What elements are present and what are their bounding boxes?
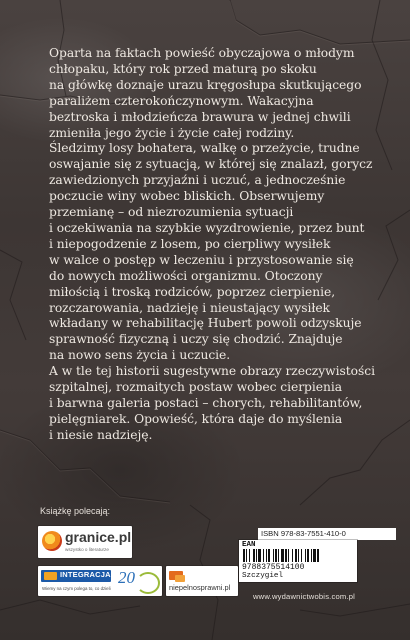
integracja-logo-name: INTEGRACJA [60, 570, 111, 579]
granice-logo-tagline: wszystko o literaturze [65, 547, 109, 552]
recommended-by-label: Książkę polecają: [40, 506, 111, 516]
integracja-logo [38, 566, 162, 596]
niepelnosprawni-logo [166, 566, 238, 596]
granice-logo-name: granice.pl [65, 529, 132, 545]
isbn-label: ISBN 978-83-7551-410-0 [258, 528, 396, 540]
integracja-logo-tagline: Wiemy na czym polega to, co dzieli [42, 586, 111, 591]
barcode-sticker [239, 540, 357, 582]
niepelnosprawni-logo-accent-icon [175, 575, 185, 582]
anniversary-ring-icon [136, 572, 160, 594]
anniversary-mark: 20 [118, 568, 135, 587]
publisher-website: www.wydawnictwobis.com.pl [253, 592, 356, 601]
granice-logo-icon [42, 531, 62, 551]
shop-name: Szczygiel [242, 572, 284, 580]
barcode-icon [242, 549, 354, 562]
ean-number: 9788375514100 [242, 563, 305, 572]
granice-logo [38, 526, 132, 558]
cover-blurb: Oparta na faktach powieść obyczajowa o młodym chłopaku, który rok przed maturą po skoku na główkę doznaje urazu kręgosłupa skutkującego paraliżem czterokończynowym. Wakacyjna beztroska i młodzieńcza brawura w jednej chwili zmieniła jego życie i życie całej rodziny. Śledzimy losy bohatera, walkę o przeżycie, trudne oswajanie się z sytuacją, w której się znalazł, gorycz zawiedzionych przyjaźni i uczuć, a jednocześnie poczucie winy wobec bliskich. Obserwujemy przemianę – od niezrozumienia sytuacji i oczekiwania na szybkie wyzdrowienie, przez bunt i niepogodzenie z losem, po cierpliwy wysiłek w walce o postęp w leczeniu i przystosowanie się do nowych możliwości organizmu. Otoczony miłością i troską rodziców, poprzez cierpienie, rozczarowania, nadzieję i nieustający wysiłek wkładany w rehabilitację Hubert powoli odzyskuje sprawność fizyczną i uczy się chodzić. Znajduje na nowo sens życia i uczucie. A w tle tej historii sugestywne obrazy rzeczywistości szpitalnej, rozmaitych postaw wobec cierpienia i barwna galeria postaci – chorych, rehabilitantów, pielęgniarek. Opowieść, która daje do myślenia i niesie nadzieję. [49, 46, 375, 442]
ean-label: EAN [242, 541, 256, 549]
niepelnosprawni-logo-name: niepelnosprawni.pl [169, 583, 231, 592]
integracja-logo-icon [44, 572, 57, 580]
